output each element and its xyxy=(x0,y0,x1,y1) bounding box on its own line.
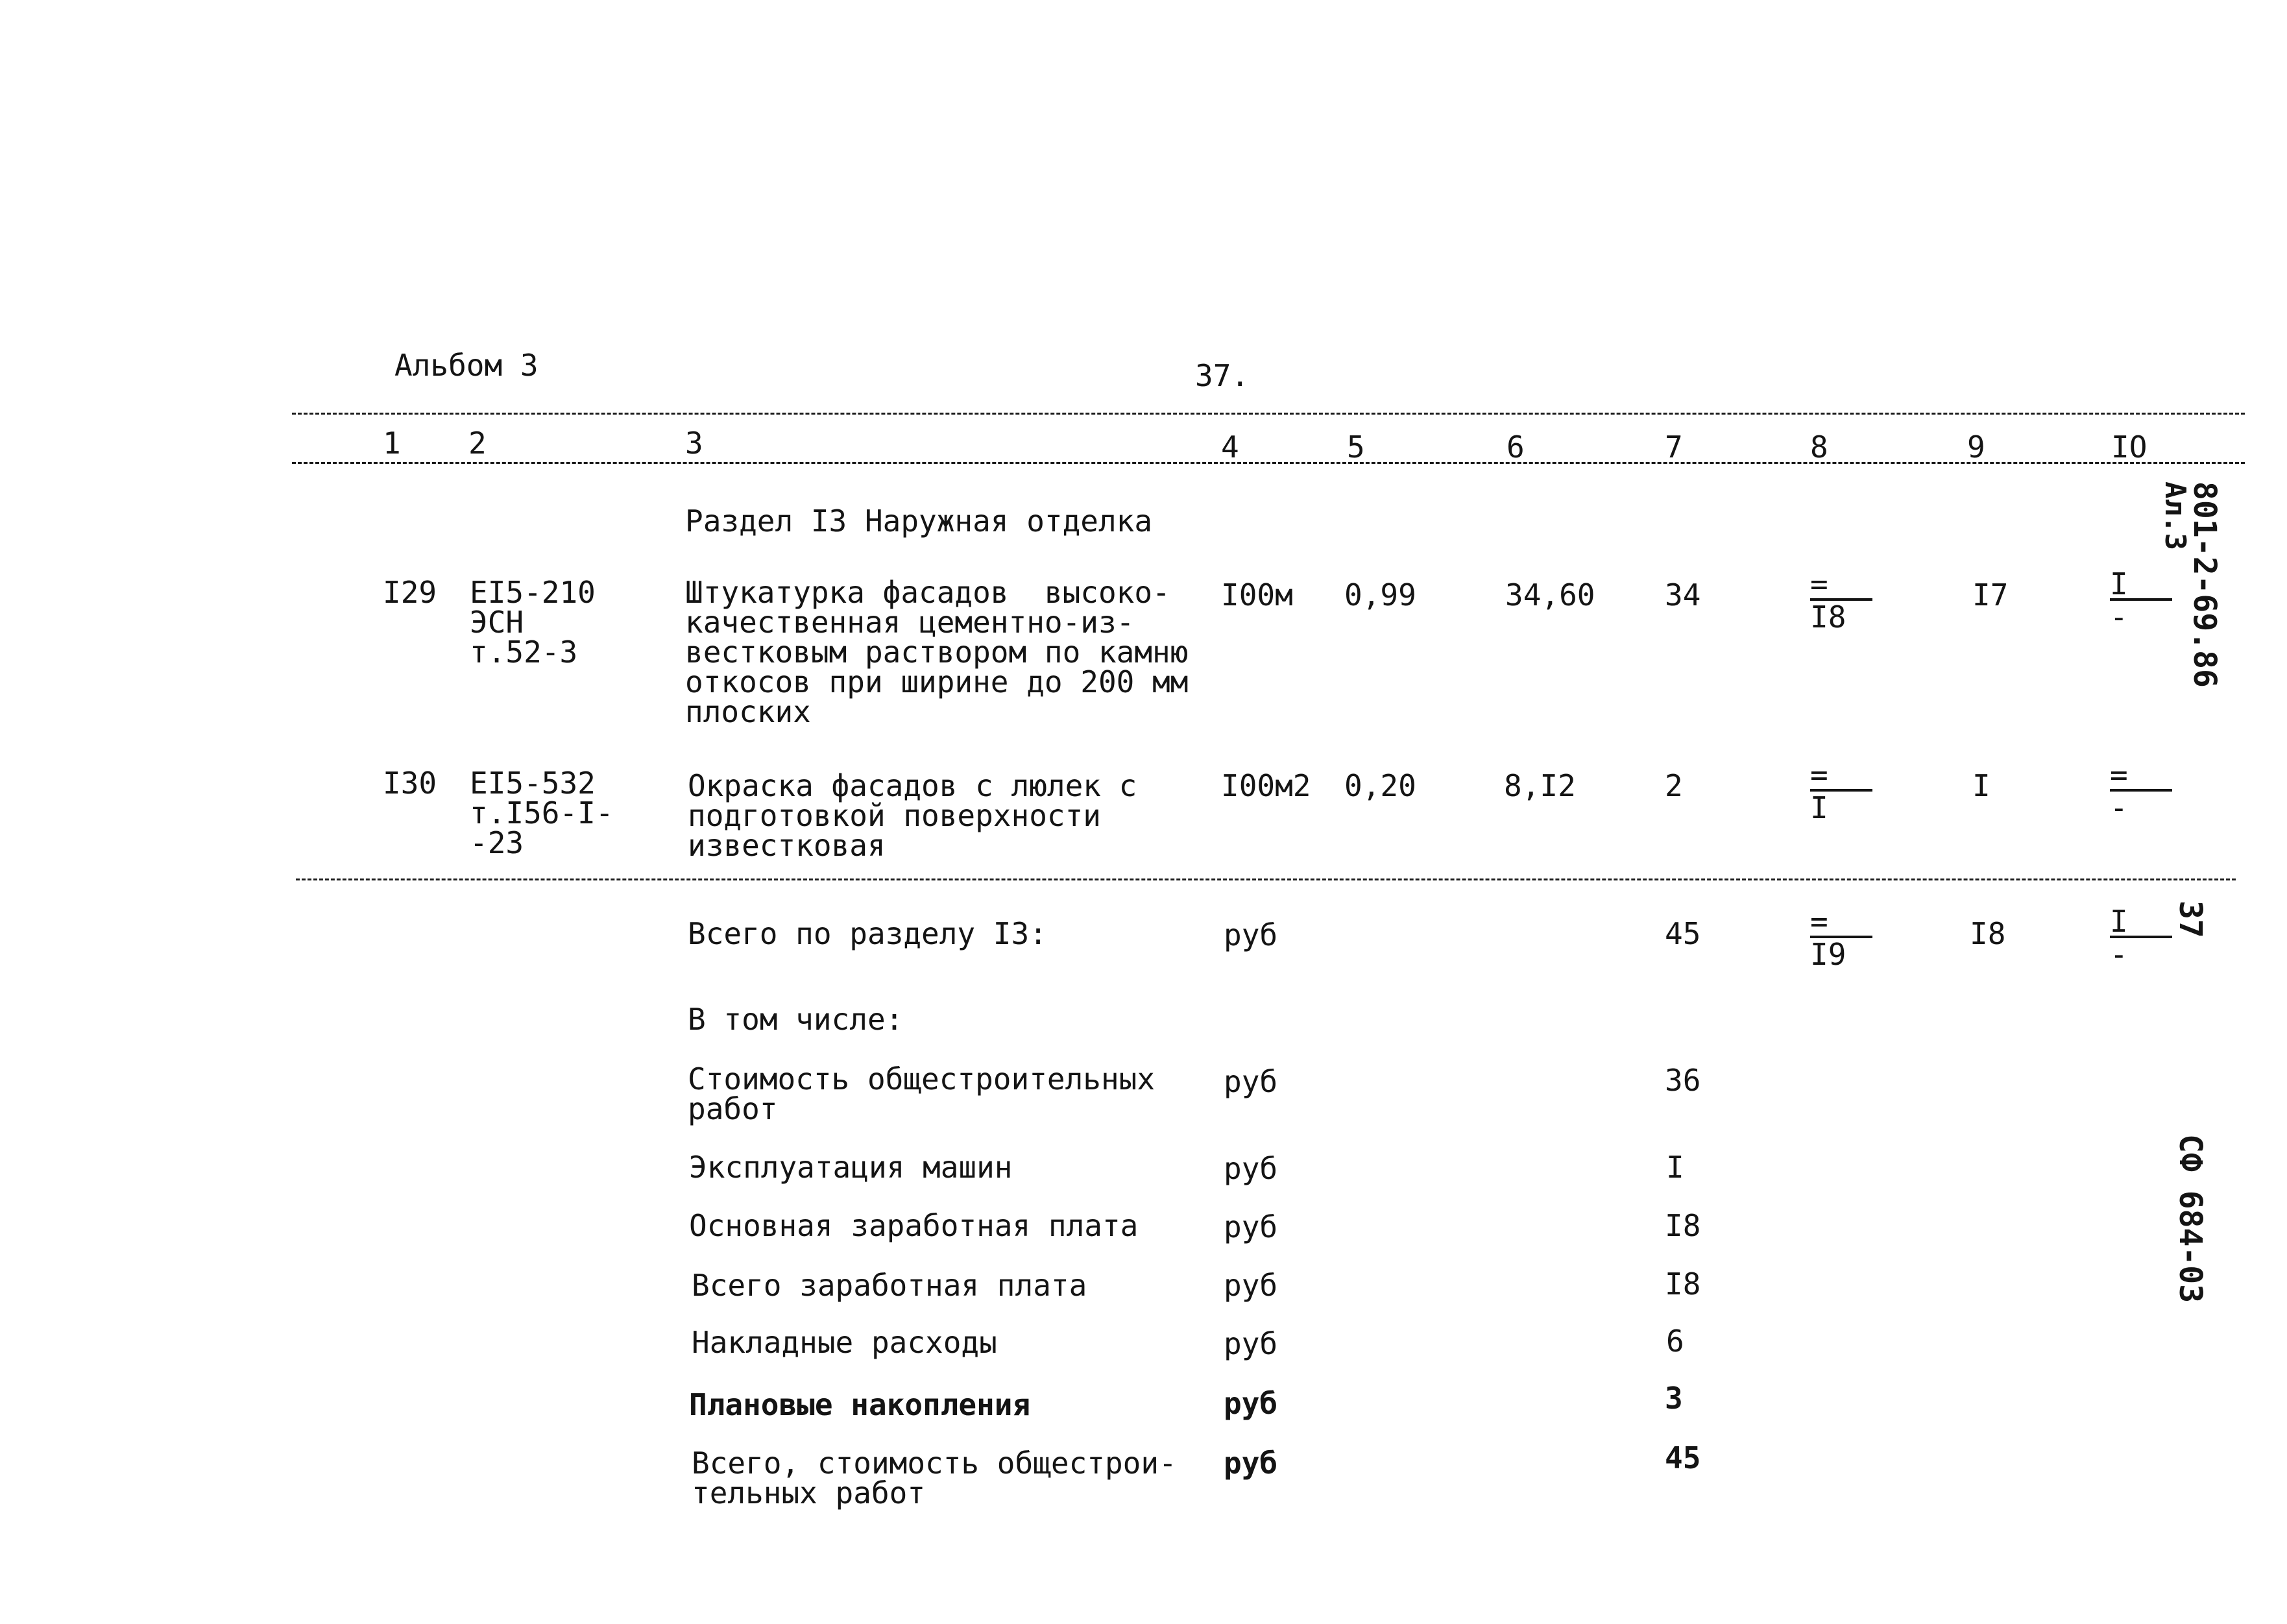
breakdown-unit: руб xyxy=(1224,1209,1278,1244)
margin-stamp-code: 801-2-69.86 xyxy=(2186,481,2223,688)
fraction-bottom: - xyxy=(2110,937,2128,972)
row-total: 2 xyxy=(1665,768,1683,803)
breakdown-label: Эксплуатация машин xyxy=(689,1150,1013,1185)
col-header-7: 7 xyxy=(1665,430,1683,465)
breakdown-unit: руб xyxy=(1224,1446,1278,1481)
fraction-bottom: I9 xyxy=(1810,937,1846,972)
fraction-top: I xyxy=(2110,566,2128,601)
margin-stamp-album: Ал.3 xyxy=(2159,481,2192,550)
breakdown-unit: руб xyxy=(1224,1268,1278,1303)
breakdown-unit: руб xyxy=(1224,1326,1278,1361)
row-price: 8,I2 xyxy=(1504,768,1576,803)
breakdown-value: 6 xyxy=(1666,1324,1684,1359)
breakdown-label: Стоимость общестроительных работ xyxy=(688,1061,1156,1126)
col-header-6: 6 xyxy=(1507,430,1525,465)
fraction-top: = xyxy=(1810,757,1828,792)
row-col9: I7 xyxy=(1972,577,2009,612)
fraction-bottom: - xyxy=(2110,600,2128,635)
section-total-label: Всего по разделу I3: xyxy=(688,916,1047,951)
row-qty: 0,20 xyxy=(1344,768,1416,803)
breakdown-label: Всего заработная плата xyxy=(692,1268,1087,1303)
breakdown-label: Плановые накопления xyxy=(689,1387,1031,1422)
fraction-top: = xyxy=(1810,566,1828,601)
fraction-bottom: - xyxy=(2110,790,2128,825)
breakdown-value: I8 xyxy=(1665,1266,1701,1302)
margin-page-number: 37 xyxy=(2172,901,2208,938)
row-description: Штукатурка фасадов высоко- качественная цементно-из- вестковым раствором по камню откосов при ширине до 200 мм плоских xyxy=(685,575,1189,729)
breakdown-unit: руб xyxy=(1224,1151,1278,1186)
fraction-bottom: I xyxy=(1810,790,1828,825)
col-header-8: 8 xyxy=(1810,430,1828,465)
row-description: Окраска фасадов с люлек с подготовкой поверхности известковая xyxy=(688,768,1137,863)
row-unit: I00м xyxy=(1221,577,1293,612)
col-header-9: 9 xyxy=(1967,430,1985,465)
section-total-unit: руб xyxy=(1224,917,1278,952)
breakdown-value: I8 xyxy=(1665,1208,1701,1243)
breakdown-unit: руб xyxy=(1224,1386,1278,1421)
including-label: В том числе: xyxy=(688,1002,904,1037)
page-number: 37. xyxy=(1195,358,1250,393)
row-num: I30 xyxy=(383,766,437,801)
col-header-5: 5 xyxy=(1347,430,1365,465)
breakdown-label: Основная заработная плата xyxy=(689,1208,1139,1243)
total-col9: I8 xyxy=(1970,916,2006,951)
row-price: 34,60 xyxy=(1505,577,1595,612)
header-bottom-rule xyxy=(292,462,2245,464)
col-header-3: 3 xyxy=(685,426,703,461)
margin-stamp-sf: СФ 684-03 xyxy=(2172,1134,2208,1303)
fraction-bottom: I8 xyxy=(1810,600,1846,635)
row-code: EI5-532 т.I56-I- -23 xyxy=(470,766,614,860)
fraction-top: I xyxy=(2110,904,2128,939)
top-rule xyxy=(292,413,2245,415)
col-header-10: IO xyxy=(2111,430,2148,465)
breakdown-value: 3 xyxy=(1665,1381,1683,1416)
fraction-top: = xyxy=(1810,904,1828,939)
breakdown-unit: руб xyxy=(1224,1064,1278,1099)
row-col9: I xyxy=(1972,768,1991,803)
breakdown-label: Всего, стоимость общестрои- тельных работ xyxy=(692,1446,1177,1510)
col-header-4: 4 xyxy=(1221,430,1239,465)
row-code: EI5-210 ЭСН т.52-3 xyxy=(470,575,596,670)
row-unit: I00м2 xyxy=(1221,768,1311,803)
section-title: Раздел I3 Наружная отделка xyxy=(685,503,1153,539)
col-header-2: 2 xyxy=(468,426,487,461)
row-qty: 0,99 xyxy=(1344,577,1416,612)
breakdown-value: 45 xyxy=(1665,1440,1701,1475)
section-total-value: 45 xyxy=(1665,916,1701,951)
row-total: 34 xyxy=(1665,577,1701,612)
album-label: Альбом 3 xyxy=(394,348,538,383)
breakdown-value: I xyxy=(1666,1150,1684,1185)
breakdown-value: 36 xyxy=(1665,1063,1701,1098)
breakdown-label: Накладные расходы xyxy=(692,1325,997,1360)
row-num: I29 xyxy=(383,575,437,610)
col-header-1: 1 xyxy=(383,426,401,461)
totals-rule xyxy=(296,879,2236,880)
fraction-top: = xyxy=(2110,757,2128,792)
